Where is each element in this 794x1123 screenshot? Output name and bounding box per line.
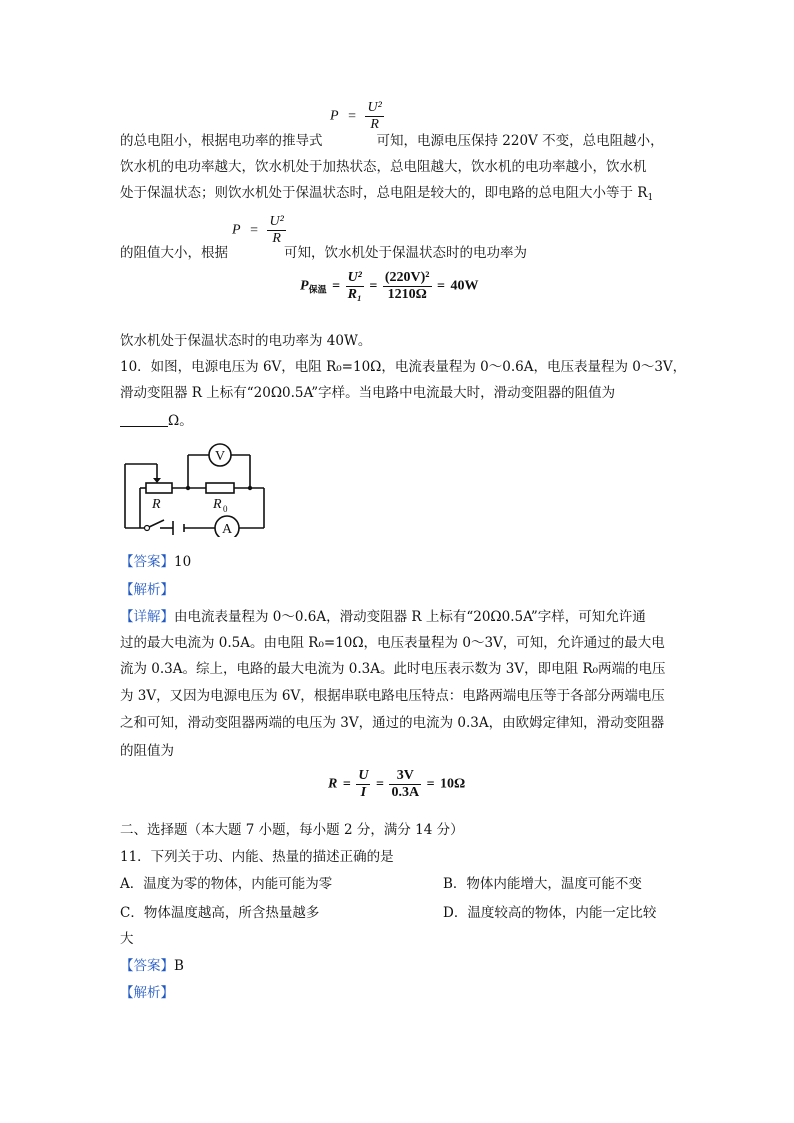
formula-denominator: R xyxy=(272,231,281,246)
q10-detail-line-5 xyxy=(120,713,664,733)
answer-value: B xyxy=(174,958,184,974)
circuit-node xyxy=(248,486,252,490)
q10-line-3-suffix: Ω。 xyxy=(168,413,193,429)
formula-numerator: U² xyxy=(367,100,382,115)
intro-line-3 xyxy=(120,183,653,208)
intro-conclusion xyxy=(120,331,371,351)
formula-numerator-2: 3V xyxy=(389,768,421,785)
answer-blank xyxy=(120,412,168,427)
section-2-heading xyxy=(120,820,464,840)
formula-lhs: R xyxy=(328,776,338,792)
circuit-diagram xyxy=(120,442,270,537)
circuit-node xyxy=(186,486,190,490)
q11-option-d-wrap xyxy=(120,929,134,949)
q10-line-1-text: 10．如图，电源电压为 6V，电阻 R₀=10Ω，电流表量程为 0～0.6A，电压表量程为 0～3V， xyxy=(120,359,687,375)
intro-line-4-suffix: 可知，饮水机处于保温状态时的电功率为 xyxy=(284,245,527,261)
ammeter-label: A xyxy=(221,522,233,537)
resistor-label-sub: 0 xyxy=(223,504,228,514)
q10-line-1 xyxy=(120,357,686,377)
intro-line-2 xyxy=(120,157,647,177)
formula-fraction-1 xyxy=(356,768,370,801)
intro-line-2-text: 饮水机的电功率越大，饮水机处于加热状态，总电阻越大，饮水机的电功率越小，饮水机 xyxy=(120,159,647,175)
formula-eq: = xyxy=(250,222,258,238)
q11-stem xyxy=(120,847,394,867)
formula-result: 40W xyxy=(450,278,479,294)
detail-tag: 【详解】 xyxy=(120,609,174,625)
formula-result: 10Ω xyxy=(440,776,466,792)
detail-text: 之和可知，滑动变阻器两端的电压为 3V，通过的电流为 0.3A，由欧姆定律知，滑动变阻器 xyxy=(120,715,665,731)
option-d-text: D．温度较高的物体，内能一定比较 xyxy=(443,905,657,921)
resistor-label: R xyxy=(213,497,222,512)
formula-denominator: R xyxy=(370,117,379,132)
formula-numerator-2: (220V)² xyxy=(384,270,430,285)
q10-answer xyxy=(120,552,191,572)
q10-detail-line-1 xyxy=(120,607,646,627)
detail-text: 的阻值为 xyxy=(120,743,174,759)
q11-option-d xyxy=(443,903,656,923)
q10-line-2-text: 滑动变阻器 R 上标有“20Ω0.5A”字样。当电路中电流最大时，滑动变阻器的阻值为 xyxy=(120,385,616,401)
answer-value: 10 xyxy=(174,554,192,570)
detail-text: 由电流表量程为 0～0.6A，滑动变阻器 R 上标有“20Ω0.5A”字样，可知允许通 xyxy=(174,609,646,625)
q11-option-c xyxy=(120,903,319,923)
option-b-text: B．物体内能增大，温度可能不变 xyxy=(443,876,642,892)
rheostat-label: R xyxy=(152,497,161,512)
formula-fraction xyxy=(365,100,383,133)
formula-numerator: U² xyxy=(269,214,284,229)
rheostat-symbol xyxy=(146,483,172,493)
option-c-text: C．物体温度越高，所含热量越多 xyxy=(120,905,320,921)
answer-tag: 【答案】 xyxy=(120,958,174,974)
resistor-symbol xyxy=(206,483,234,493)
q11-option-a xyxy=(120,874,332,894)
formula-fraction-2 xyxy=(389,768,421,801)
option-d-wrap-text: 大 xyxy=(120,931,134,947)
option-a-text: A．温度为零的物体，内能可能为零 xyxy=(120,876,333,892)
intro-line-4-prefix: 的阻值大小，根据 xyxy=(120,245,228,261)
resistance-formula: R = $\frac{U}{I}$ = $\frac{3V}{0.3A}$ = 10Ω xyxy=(328,768,466,800)
formula-denominator-1: R₁ xyxy=(347,287,362,302)
q11-answer xyxy=(120,956,184,976)
q11-analysis xyxy=(120,983,174,1003)
detail-text: 过的最大电流为 0.5A。由电阻 R₀=10Ω，电压表量程为 0～3V，可知，允许通过的最大电 xyxy=(120,635,665,651)
formula-denominator-2: 1210Ω xyxy=(387,287,427,302)
formula-numerator-1: U² xyxy=(347,270,362,285)
intro-line-4 xyxy=(120,243,527,263)
intro-line-1-prefix: 的总电阻小，根据电功率的推导式 xyxy=(120,133,323,149)
intro-line-3-text: 处于保温状态；则饮水机处于保温状态时，总电阻是较大的，即电路的总电阻大小等于 R xyxy=(120,185,648,201)
q11-option-b xyxy=(443,874,642,894)
q10-detail-line-4 xyxy=(120,686,665,706)
formula-denominator-1: I xyxy=(360,785,367,800)
answer-tag: 【答案】 xyxy=(120,554,174,570)
q10-detail-line-3 xyxy=(120,659,666,679)
q10-line-3 xyxy=(120,411,193,431)
analysis-tag: 【解析】 xyxy=(120,582,174,598)
keep-warm-power-formula: $P_{保温}$ = $\frac{\text{U²}}{\text{R₁}}$ = $\frac{\text{(220V)²}}{1210\Omega}$ = 40W xyxy=(300,270,479,302)
intro-line-1-suffix: 可知，电源电压保持 220V 不变，总电阻越小， xyxy=(376,133,664,149)
power-formula-1 xyxy=(330,100,384,133)
formula-fraction-1 xyxy=(346,270,364,303)
formula-lhs: P xyxy=(330,108,339,124)
intro-conclusion-text: 饮水机处于保温状态时的电功率为 40W。 xyxy=(120,333,372,349)
q10-detail-line-2 xyxy=(120,633,665,653)
q10-detail-line-6 xyxy=(120,741,174,761)
intro-line-1 xyxy=(120,131,664,151)
voltmeter-label: V xyxy=(214,449,226,464)
formula-fraction-2 xyxy=(383,270,432,303)
section-heading-text: 二、选择题（本大题 7 小题，每小题 2 分，满分 14 分） xyxy=(120,822,464,838)
detail-text: 为 3V，又因为电源电压为 6V，根据串联电路电压特点：电路两端电压等于各部分两端电压 xyxy=(120,688,665,704)
formula-lhs: P xyxy=(300,278,309,294)
formula-eq: = xyxy=(348,108,356,124)
formula-lhs-sub: 保温 xyxy=(308,284,327,295)
formula-numerator-1: U xyxy=(358,768,369,783)
analysis-tag: 【解析】 xyxy=(120,985,174,1001)
detail-text: 流为 0.3A。综上，电路的最大电流为 0.3A。此时电压表示数为 3V，即电阻 R₀两端的电压 xyxy=(120,661,666,677)
q10-line-2 xyxy=(120,383,615,403)
formula-lhs: P xyxy=(232,222,241,238)
formula-denominator-2: 0.3A xyxy=(391,785,420,800)
q11-stem-text: 11．下列关于功、内能、热量的描述正确的是 xyxy=(120,849,394,865)
q10-analysis xyxy=(120,580,174,600)
intro-line-3-sub: 1 xyxy=(647,193,654,203)
switch-contact xyxy=(145,526,150,531)
